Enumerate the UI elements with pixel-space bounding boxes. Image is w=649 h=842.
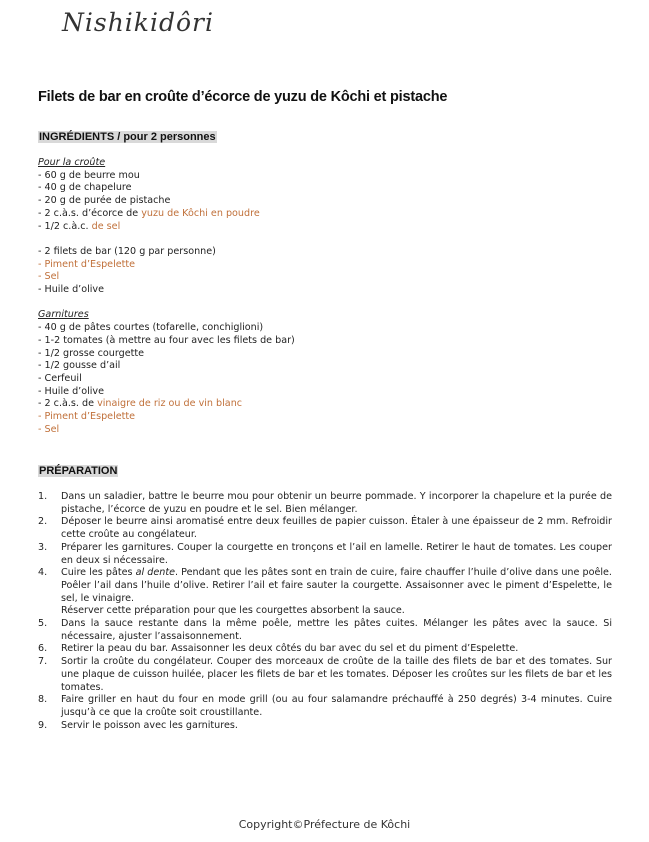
list-item: - Piment d’Espelette: [38, 258, 136, 270]
list-item: - 40 g de pâtes courtes (tofarelle, conchiglioni): [38, 322, 264, 334]
list-item: - 1/2 c.à.c. de sel: [38, 220, 121, 232]
step-number: 2.: [38, 516, 48, 528]
crust-subtitle: Pour la croûte: [38, 157, 106, 168]
step-item: 6. Retirer la peau du bar. Assaisonner les deux côtés du bar avec du sel et du piment d’Espelette.: [38, 643, 519, 655]
ingredient-link[interactable]: Piment d’Espelette: [44, 258, 136, 270]
step-number: 8.: [38, 694, 48, 706]
step-item: 8. Faire griller en haut du four en mode grill (ou au four salamandre préchauffé à 250 degrés) 3-4 minutes. Cuire jusqu’à ce que la croûte soit croustillante.: [38, 694, 612, 718]
list-item: - 20 g de purée de pistache: [38, 195, 171, 207]
ingredient-link[interactable]: Piment d’Espelette: [44, 411, 136, 423]
ingredient-link[interactable]: de sel: [91, 220, 121, 232]
ingredients-list: [38, 157, 295, 436]
step-item: 1. Dans un saladier, battre le beurre mou pour obtenir un beurre pommade. Y incorporer la chapelure et la purée de pistache, l’écorce de yuzu en poudre et le sel. Bien mélanger.: [38, 491, 612, 515]
ingredient-link[interactable]: vinaigre de riz ou de vin blanc: [97, 398, 243, 410]
ingredient-link[interactable]: Sel: [44, 271, 60, 283]
list-item: - 2 c.à.s. de vinaigre de riz ou de vin blanc: [38, 398, 243, 410]
brand-logo: Nishikidôri: [62, 8, 214, 37]
garnish-subtitle: Garnitures: [38, 309, 89, 321]
step-number: 4.: [38, 567, 48, 579]
preparation-steps: [38, 491, 612, 732]
list-item: - Sel: [38, 271, 60, 283]
list-item: - Huile d’olive: [38, 385, 105, 397]
list-item: - 1/2 gousse d’ail: [38, 360, 121, 372]
step-item: 7. Sortir la croûte du congélateur. Couper des morceaux de croûte de la taille des filets de bar et des tomates. Sur une plaque de cuisson huilée, placer les filets de bar et les tomates. Déposer les croûtes sur les filets de bar et les tomates.: [38, 656, 612, 693]
copyright-footer: Copyright©Préfecture de Kôchi: [238, 818, 411, 831]
step-item: 3. Préparer les garnitures. Couper la courgette en tronçons et l’ail en lamelle. Retirer le haut de tomates. Les couper en deux si nécessaire.: [38, 541, 612, 566]
step-number: 3.: [38, 541, 48, 553]
step-item: 2. Déposer le beurre ainsi aromatisé entre deux feuilles de papier cuisson. Étaler à une épaisseur de 2 mm. Refroidir cette croûte au congélateur.: [38, 516, 612, 541]
step-number: 1.: [38, 491, 48, 502]
step-number: 6.: [38, 643, 48, 655]
list-item: - Cerfeuil: [38, 372, 82, 384]
page-title: Filets de bar en croûte d’écorce de yuzu de Kôchi et pistache: [38, 89, 448, 105]
preparation-heading: PRÉPARATION: [39, 465, 118, 477]
step-number: 9.: [38, 719, 48, 731]
step-number: 7.: [38, 656, 48, 668]
list-item: - Sel: [38, 423, 60, 435]
ingredient-link[interactable]: yuzu de Kôchi en poudre: [141, 207, 260, 219]
list-item: - 2 c.à.s. d’écorce de yuzu de Kôchi en poudre: [38, 207, 260, 219]
ingredient-link[interactable]: Sel: [44, 423, 60, 435]
list-item: - 40 g de chapelure: [38, 182, 132, 194]
step-item: 9. Servir le poisson avec les garnitures.: [38, 719, 238, 731]
list-item: - Piment d’Espelette: [38, 411, 136, 423]
ingredients-heading: INGRÉDIENTS / pour 2 personnes: [39, 131, 216, 143]
list-item: - 60 g de beurre mou: [38, 169, 140, 181]
list-item: - 1-2 tomates (à mettre au four avec les filets de bar): [38, 334, 295, 346]
step-item: 5. Dans la sauce restante dans la même poêle, mettre les pâtes cuites. Mélanger les pâtes avec la sauce. Si nécessaire, ajuster l’assaisonnement.: [38, 618, 612, 642]
step-number: 5.: [38, 618, 48, 630]
list-item: - 2 filets de bar (120 g par personne): [38, 245, 216, 257]
list-item: - 1/2 grosse courgette: [38, 347, 145, 359]
list-item: - Huile d’olive: [38, 284, 105, 296]
step-item: 4. Cuire les pâtes al dente. Pendant que les pâtes sont en train de cuire, faire chauffer l’huile d’olive dans une poêle. Poêler l’ail dans l’huile d’olive. Retirer l’ail et faire sauter la courgette. Assaisonner avec le piment d’Espelette, le sel, le vinaigre. Réserver cette préparation pour que les courgettes absorbent la sauce.: [38, 567, 612, 617]
